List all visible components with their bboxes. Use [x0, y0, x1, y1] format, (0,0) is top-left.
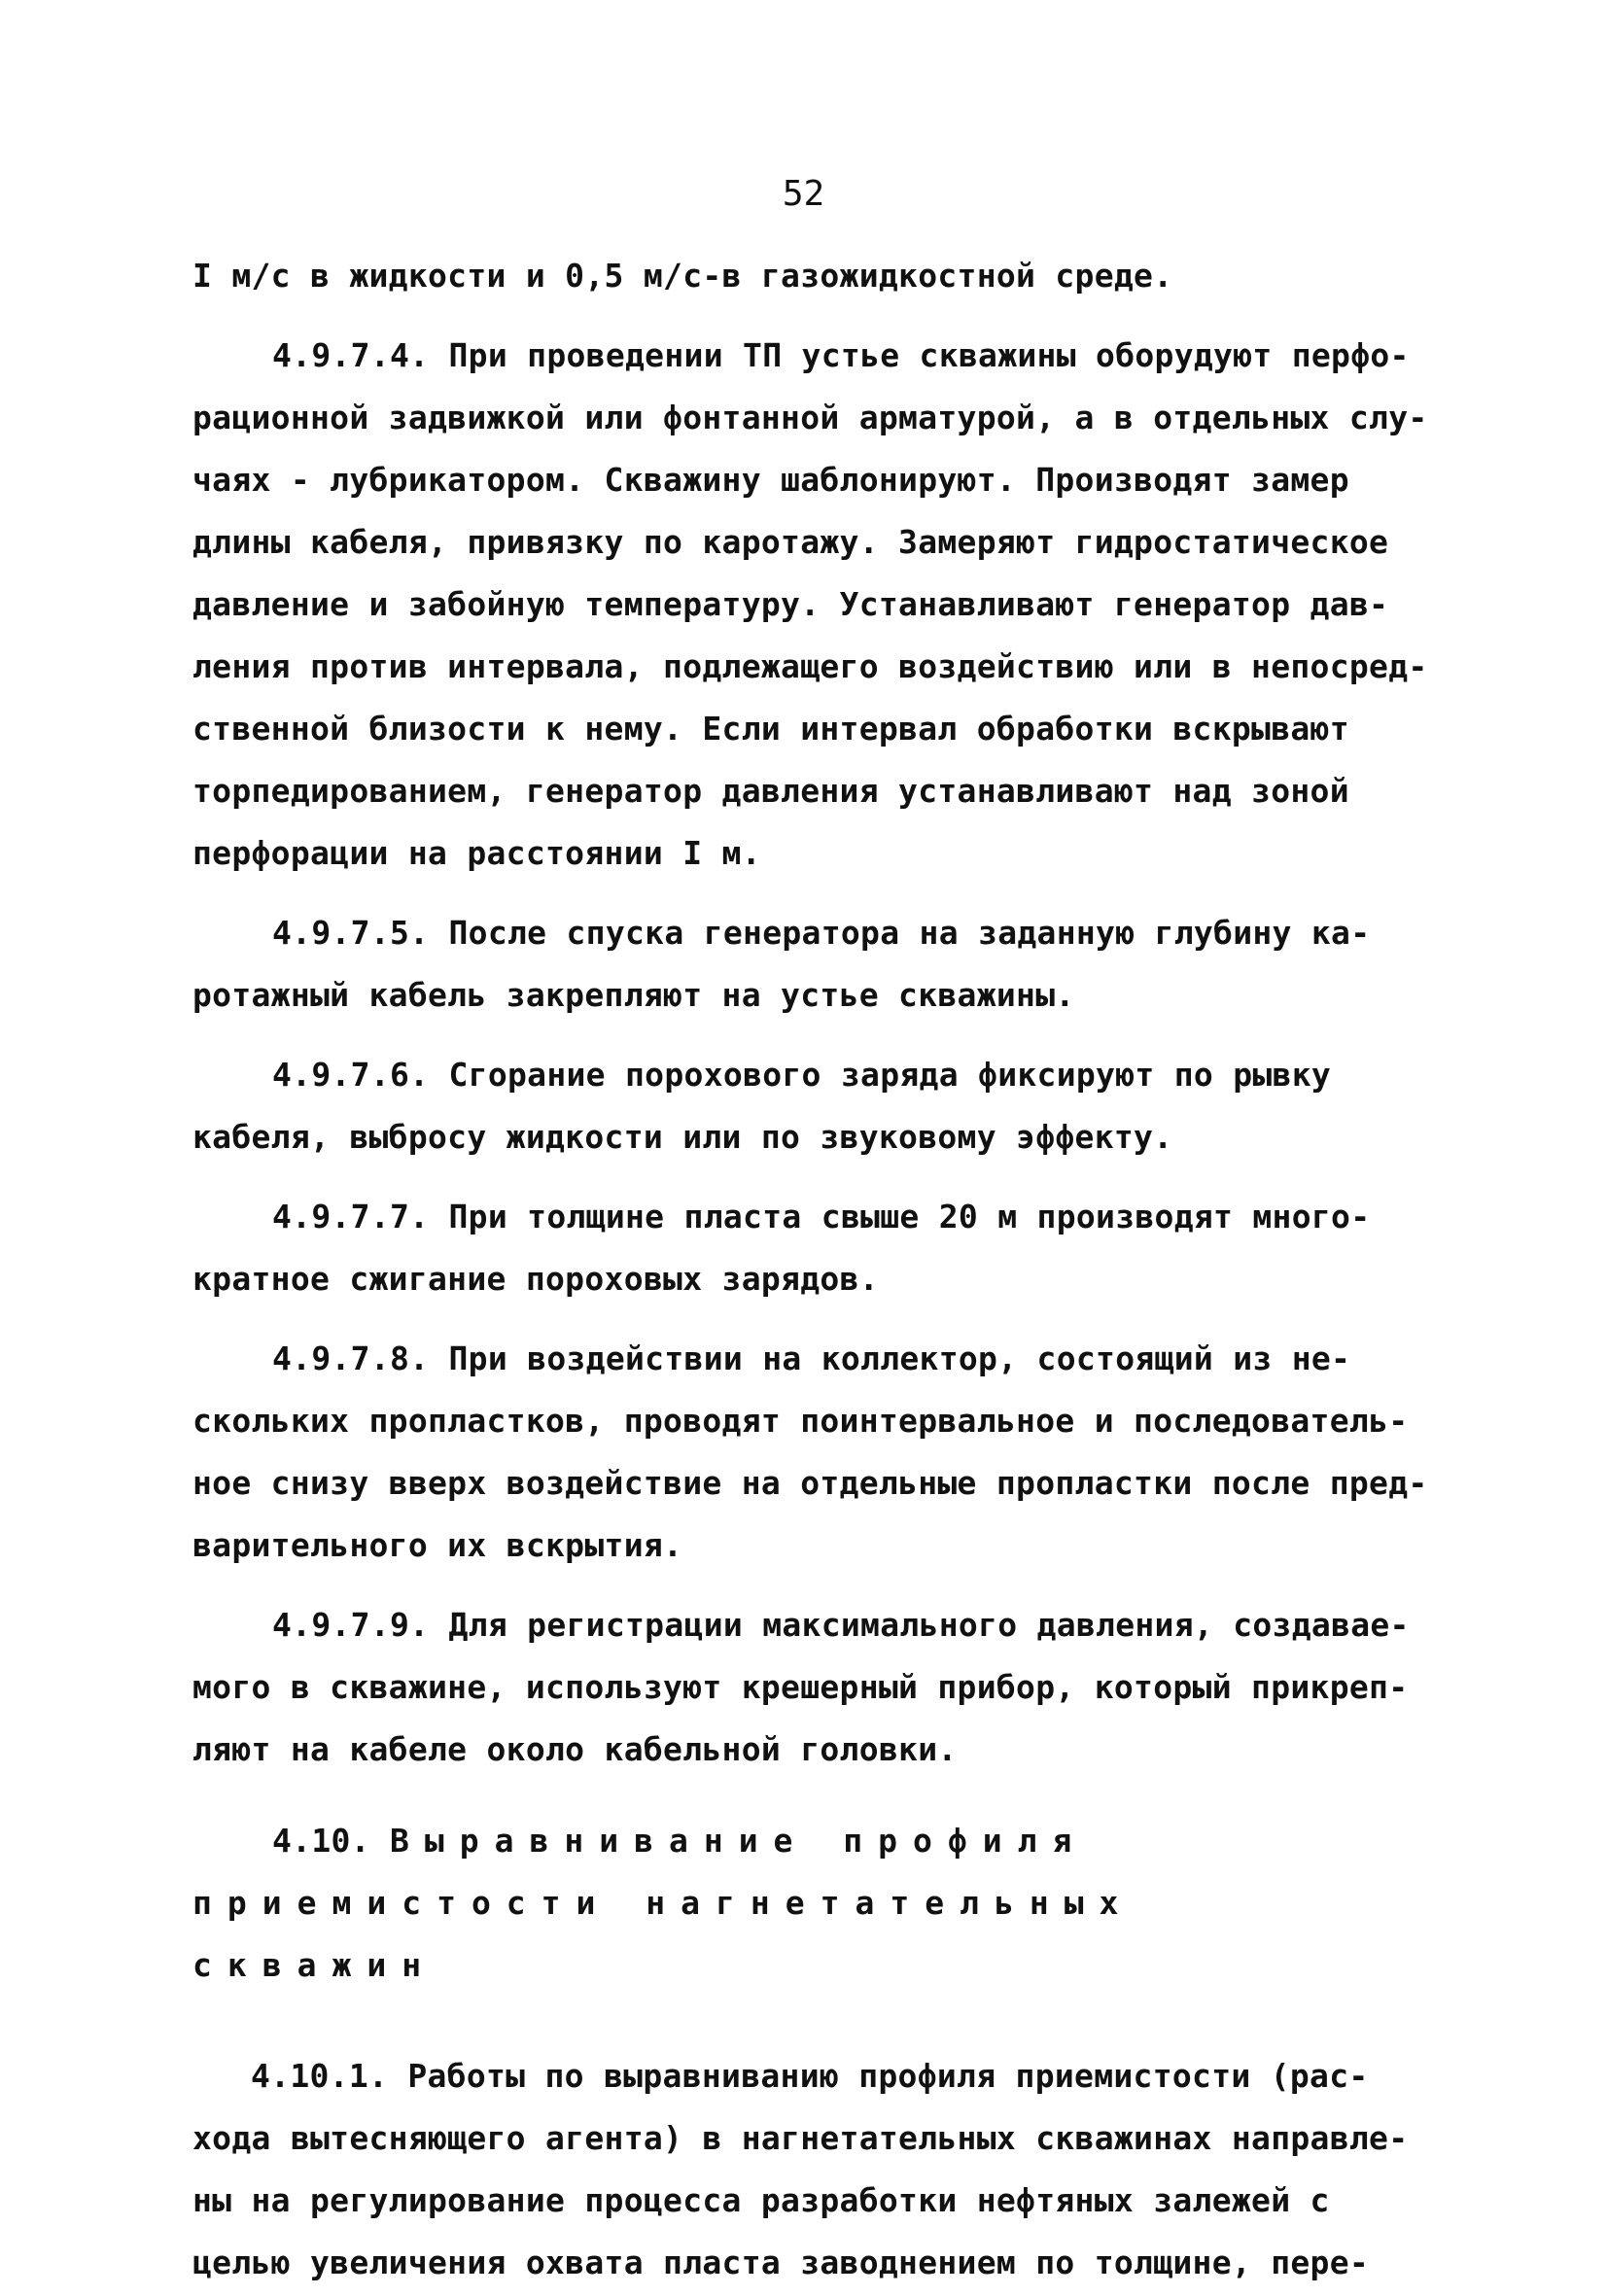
paragraph-line: чаях - лубрикатором. Скважину шаблонируют. Производят замер [192, 461, 1349, 499]
paragraph-line: 4.9.7.9. Для регистрации максимального давления, создавае- [272, 1606, 1410, 1644]
paragraph-line: 4.10.1. Работы по выравниванию профиля приемистости (рас- [251, 2057, 1369, 2095]
paragraph-line: кабеля, выбросу жидкости или по звуковому эффекту. [192, 1118, 1173, 1156]
paragraph-line: ны на регулирование процесса разработки нефтяных залежей с [192, 2181, 1330, 2219]
paragraph-line: ное снизу вверх воздействие на отдельные пропластки после пред- [192, 1464, 1428, 1502]
section-heading-line-1 [192, 1810, 1417, 1872]
section-title-part-3: скважин [192, 1946, 437, 1984]
paragraph-line: 4.9.7.4. При проведении ТП устье скважины оборудуют перфо- [272, 336, 1410, 374]
paragraph-line: 4.9.7.7. При толщине пласта свыше 20 м производят много- [272, 1198, 1371, 1235]
section-heading-line-2 [192, 1872, 1417, 1934]
page-number: 52 [782, 174, 825, 214]
paragraph-line: варительного их вскрытия. [192, 1526, 683, 1564]
document-body [192, 245, 1428, 2294]
paragraph-line: торпедированием, генератор давления устанавливают над зоной [192, 772, 1349, 810]
paragraph-line: 4.9.7.6. Сгорание порохового заряда фиксируют по рывку [272, 1056, 1332, 1094]
section-heading-line-3 [192, 1934, 1417, 1997]
section-title-part-2: приемистости нагнетательных [192, 1884, 1135, 1922]
paragraph-line: длины кабеля, привязку по каротажу. Замеряют гидростатическое [192, 523, 1389, 561]
paragraph-line: кратное сжигание пороховых зарядов. [192, 1260, 879, 1298]
section-title-part-1: Выравнивание профиля [390, 1822, 1088, 1860]
paragraph-line: 4.9.7.8. При воздействии на коллектор, состоящий из не- [272, 1339, 1351, 1377]
paragraph-line: давление и забойную температуру. Устанавливают генератор дав- [192, 585, 1389, 623]
paragraph-line: ляют на кабеле около кабельной головки. [192, 1730, 958, 1768]
paragraph-line: скольких пропластков, проводят поинтервальное и последователь- [192, 1402, 1409, 1440]
paragraph-line: ственной близости к нему. Если интервал обработки вскрывают [192, 710, 1349, 748]
paragraph-line: 4.9.7.5. После спуска генератора на заданную глубину ка- [272, 914, 1371, 952]
paragraph-line: целью увеличения охвата пласта заводнением по толщине, пере- [192, 2244, 1370, 2281]
paragraph-line: рационной задвижкой или фонтанной арматурой, а в отдельных слу- [192, 399, 1428, 436]
paragraph-line: хода вытесняющего агента) в нагнетательных скважинах направле- [192, 2119, 1409, 2157]
section-heading [192, 1810, 1417, 1997]
paragraph-line: ления против интервала, подлежащего воздействию или в непосред- [192, 647, 1428, 685]
paragraph-line: перфорации на расстоянии I м. [192, 834, 761, 872]
section-number: 4.10. [272, 1822, 370, 1860]
paragraph-line: мого в скважине, используют крешерный прибор, который прикреп- [192, 1668, 1409, 1706]
paragraph-line: I м/с в жидкости и 0,5 м/с-в газожидкостной среде. [192, 257, 1173, 295]
paragraph-line: ротажный кабель закрепляют на устье скважины. [192, 976, 1075, 1014]
